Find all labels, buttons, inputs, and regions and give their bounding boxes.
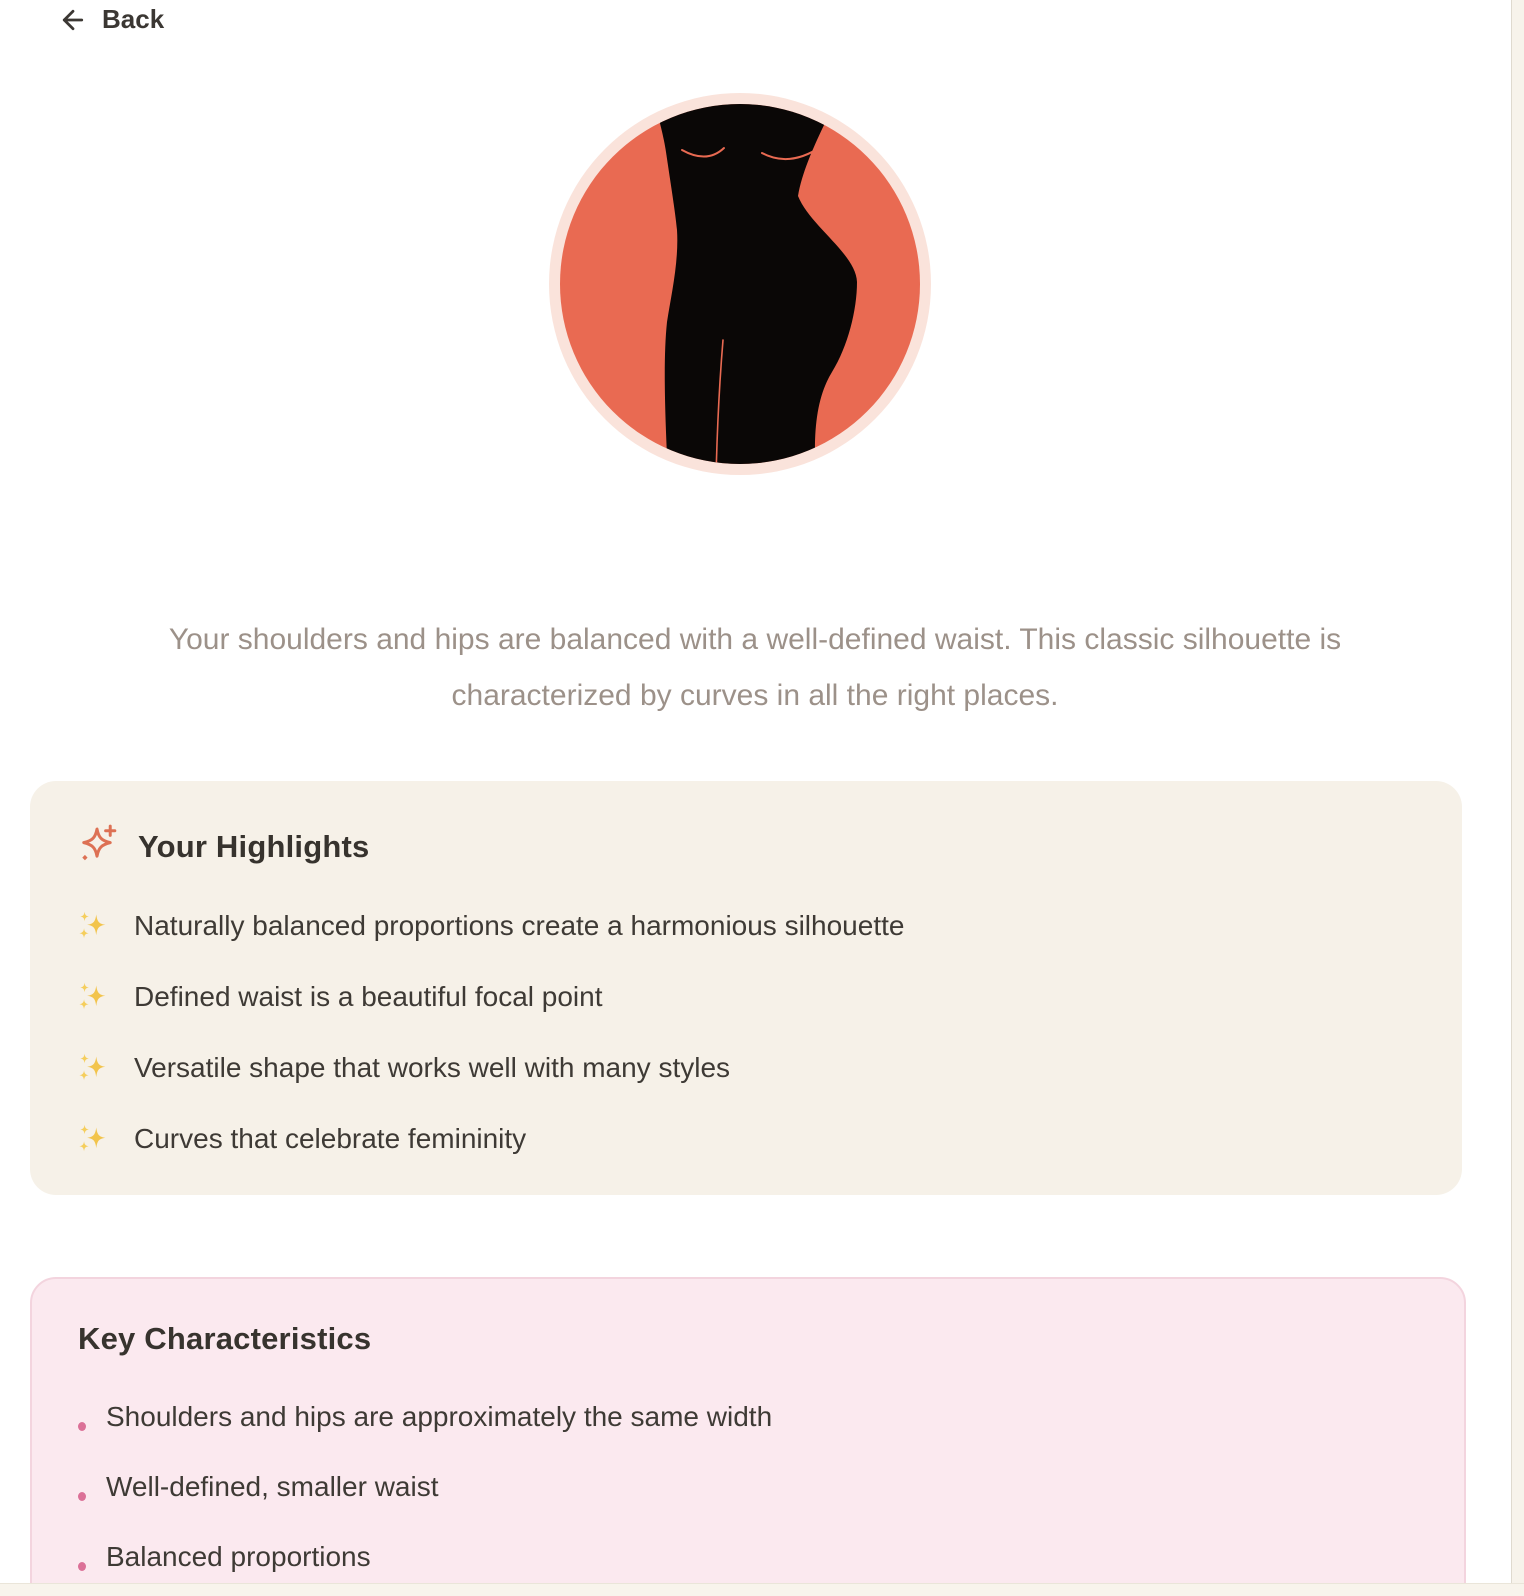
highlight-text: Naturally balanced proportions create a harmonious silhouette xyxy=(134,910,905,941)
highlights-card xyxy=(30,781,1462,1195)
highlight-text: Versatile shape that works well with many styles xyxy=(134,1052,731,1083)
characteristic-text: Well-defined, smaller waist xyxy=(106,1471,439,1502)
highlight-item xyxy=(74,906,1418,946)
characteristic-item xyxy=(78,1537,1418,1577)
arrow-left-icon xyxy=(58,5,88,35)
highlight-item xyxy=(74,1048,1418,1088)
back-button[interactable] xyxy=(58,4,164,35)
sparkle-emoji-icon xyxy=(74,1119,110,1159)
result-figure xyxy=(549,93,931,475)
highlight-text: Defined waist is a beautiful focal point xyxy=(134,981,603,1012)
characteristic-text: Balanced proportions xyxy=(106,1541,371,1572)
highlights-title: Your Highlights xyxy=(138,828,370,864)
bullet-dot-icon xyxy=(78,1562,86,1571)
bullet-dot-icon xyxy=(78,1422,86,1431)
characteristic-item xyxy=(78,1467,1418,1507)
sparkle-emoji-icon xyxy=(74,1048,110,1088)
bottom-edge-strip xyxy=(0,1583,1524,1596)
key-characteristics-list xyxy=(78,1397,1418,1577)
key-characteristics-heading xyxy=(78,1321,1418,1357)
hourglass-body-silhouette-image xyxy=(560,104,920,464)
key-characteristics-card xyxy=(30,1277,1466,1596)
description-line-2: characterized by curves in all the right places. xyxy=(451,679,1059,712)
highlight-text: Curves that celebrate femininity xyxy=(134,1123,527,1154)
highlight-item xyxy=(74,977,1418,1017)
highlights-heading xyxy=(74,821,1418,872)
back-label: Back xyxy=(102,4,165,34)
key-characteristics-title: Key Characteristics xyxy=(78,1321,372,1356)
bullet-dot-icon xyxy=(78,1492,86,1501)
highlights-list xyxy=(74,906,1418,1159)
description-line-1: Your shoulders and hips are balanced with a well-defined waist. This classic silhouette is xyxy=(168,623,1342,656)
characteristic-text: Shoulders and hips are approximately the same width xyxy=(106,1401,773,1432)
highlight-item xyxy=(74,1119,1418,1159)
sparkle-emoji-icon xyxy=(74,977,110,1017)
result-description xyxy=(0,612,1510,724)
characteristic-item xyxy=(78,1397,1418,1437)
sparkles-icon xyxy=(74,821,120,872)
sparkle-emoji-icon xyxy=(74,906,110,946)
scrollbar-gutter[interactable] xyxy=(1511,0,1524,1596)
